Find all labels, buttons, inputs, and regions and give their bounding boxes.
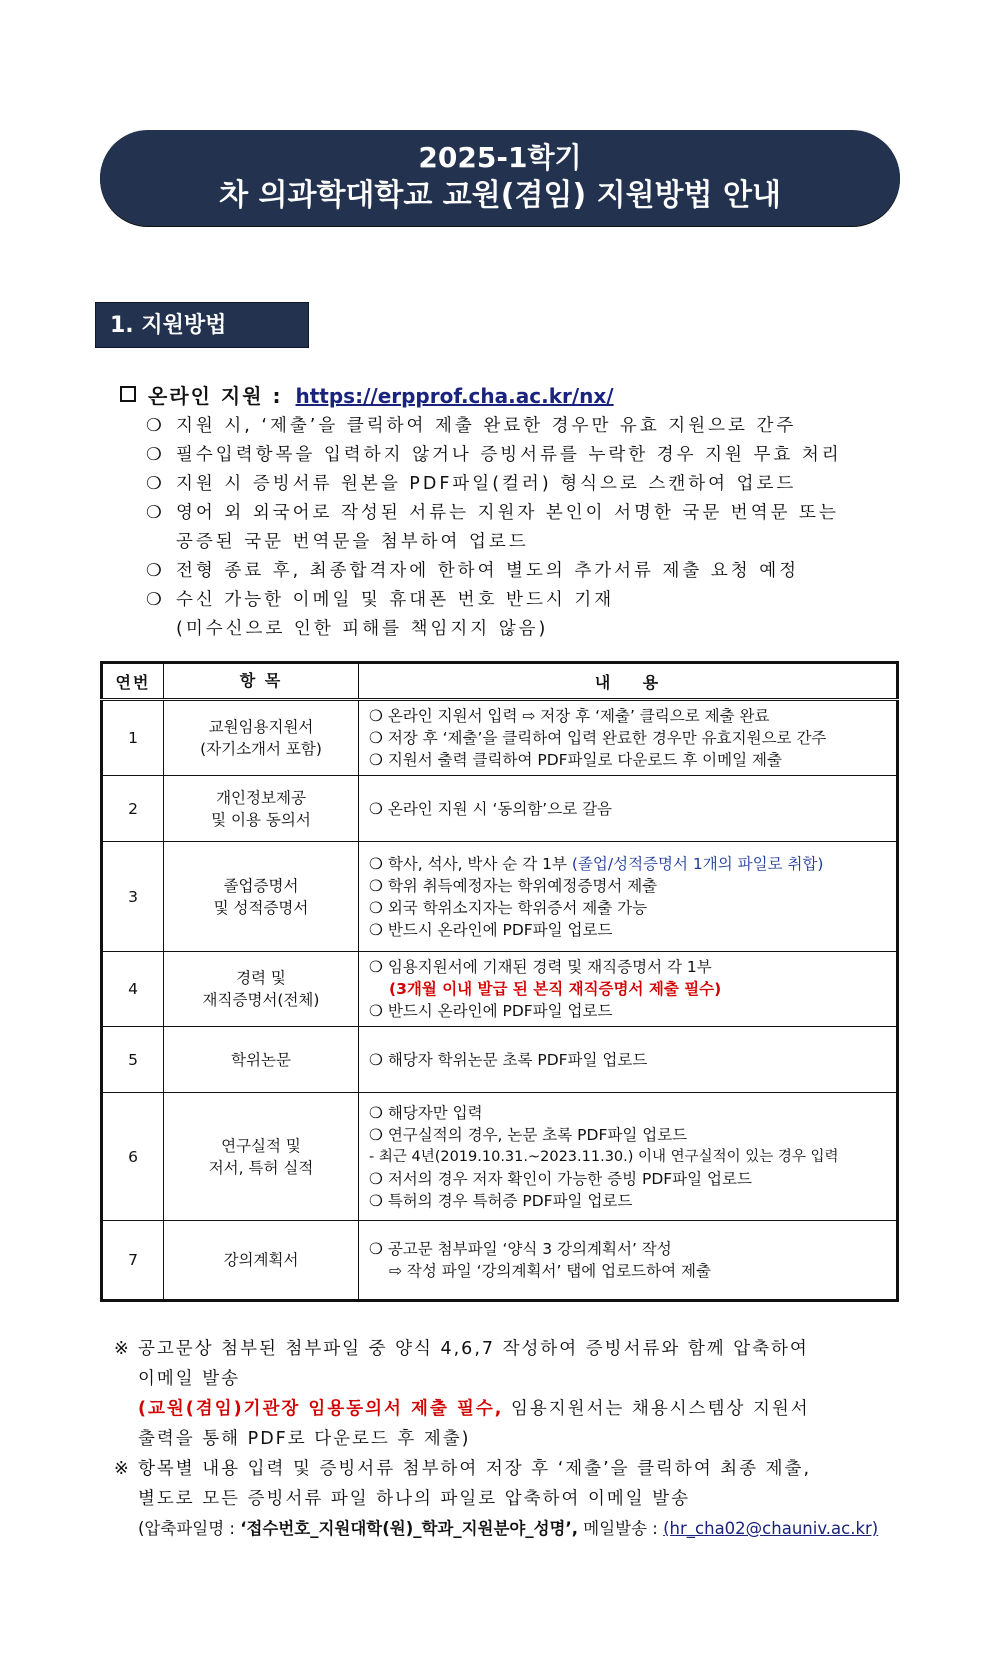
header-number: 연번: [102, 663, 164, 700]
row-item: 개인정보제공 및 이용 동의서: [164, 776, 359, 842]
table-row: [102, 952, 898, 1027]
circle-bullet-icon: ❍: [146, 445, 165, 465]
row-item: 학위논문: [164, 1027, 359, 1093]
title-line-2: 차 의과학대학교 교원(겸임) 지원방법 안내: [219, 178, 781, 213]
list-item-continuation: 공증된 국문 번역문을 첨부하여 업로드: [176, 532, 529, 552]
circle-bullet-icon: ❍: [146, 474, 165, 494]
row-number: 3: [102, 842, 164, 952]
section-heading: 1. 지원방법: [95, 302, 309, 348]
list-item: ❍ 전형 종료 후, 최종합격자에 한하여 별도의 추가서류 제출 요청 예정: [146, 557, 886, 586]
reference-mark-icon: ※: [114, 1339, 131, 1359]
row-item: 경력 및 재직증명서(전체): [164, 952, 359, 1027]
circle-bullet-icon: ❍: [146, 416, 165, 436]
header-content: 내 용: [359, 663, 898, 700]
requirements-table: [100, 661, 899, 1302]
list-item: ❍ 영어 외 외국어로 작성된 서류는 지원자 본인이 서명한 국문 번역문 또는: [146, 499, 886, 528]
note-2: ※ 항목별 내용 입력 및 증빙서류 첨부하여 저장 후 ‘제출’을 클릭하여 최종 제출,: [114, 1454, 914, 1484]
row-item: 강의계획서: [164, 1221, 359, 1301]
row-item: 교원임용지원서 (자기소개서 포함): [164, 700, 359, 776]
consent-required-note: (교원(겸임)기관장 임용동의서 제출 필수,: [138, 1399, 504, 1419]
title-line-1: 2025-1학기: [418, 141, 582, 174]
reference-mark-icon: ※: [114, 1459, 131, 1479]
title-banner: [100, 130, 900, 226]
table-row: [102, 1093, 898, 1221]
row-number: 6: [102, 1093, 164, 1221]
merge-note: (졸업/성적증명서 1개의 파일로 취합): [571, 854, 824, 873]
online-label: 온라인 지원 :: [148, 384, 283, 408]
table-row: [102, 776, 898, 842]
header-item: 항 목: [164, 663, 359, 700]
circle-bullet-icon: ❍: [146, 590, 165, 610]
table-row: [102, 842, 898, 952]
row-content: ❍ 공고문 첨부파일 ‘양식 3 강의계획서’ 작성 ⇨ 작성 파일 ‘강의계획서’ 탭에 업로드하여 제출: [359, 1221, 898, 1301]
apply-url-link[interactable]: https://erpprof.cha.ac.kr/nx/: [295, 384, 614, 408]
filename-format: ‘접수번호_지원대학(원)_학과_지원분야_성명’,: [240, 1519, 579, 1538]
table-row: [102, 1027, 898, 1093]
table-row: [102, 1221, 898, 1301]
row-content: ❍ 임용지원서에 기재된 경력 및 재직증명서 각 1부 (3개월 이내 발급 된 본직 재직증명서 제출 필수) ❍ 반드시 온라인에 PDF파일 업로드: [359, 952, 898, 1027]
row-number: 2: [102, 776, 164, 842]
required-note: (3개월 이내 발급 된 본직 재직증명서 제출 필수): [389, 980, 722, 998]
list-item: ❍ 필수입력항목을 입력하지 않거나 증빙서류를 누락한 경우 지원 무효 처리: [146, 441, 886, 470]
row-item: 졸업증명서 및 성적증명서: [164, 842, 359, 952]
note-1: ※ 공고문상 첨부된 첨부파일 중 양식 4,6,7 작성하여 증빙서류와 함께 압축하여: [114, 1334, 914, 1364]
row-content: ❍ 학사, 석사, 박사 순 각 1부 (졸업/성적증명서 1개의 파일로 취합) ❍ 학위 취득예정자는 학위예정증명서 제출 ❍ 외국 학위소지자는 학위증서 제출 가능 ❍ 반드시 온라인에 PDF파일 업로드: [359, 842, 898, 952]
row-content: ❍ 해당자 학위논문 초록 PDF파일 업로드: [359, 1027, 898, 1093]
list-item-continuation: (미수신으로 인한 피해를 책임지지 않음): [176, 619, 549, 639]
notes: ※ 공고문상 첨부된 첨부파일 중 양식 4,6,7 작성하여 증빙서류와 함께 압축하여 이메일 발송 (교원(겸임)기관장 임용동의서 제출 필수, 임용지원서는 채용시스템상 지원서 출력을 통해 PDF로 다운로드 후 제출) ※ 항목별 내용 입력 및 증빙서류 첨부하여 저장 후 ‘제출’을 클릭하여 최종 제출, 별도로 모든 증빙서류 파일 하나의 파일로 압축하여 이메일 발송 (압축파일명 : ‘접수번호_지원대학(원)_학과_지원분야_성명’, 메일발송 : (hr_cha02@chauniv.ac.kr): [114, 1334, 914, 1544]
checkbox-square-icon: [120, 386, 136, 402]
circle-bullet-icon: ❍: [146, 561, 165, 581]
row-number: 5: [102, 1027, 164, 1093]
row-content: ❍ 온라인 지원 시 ‘동의함’으로 갈음: [359, 776, 898, 842]
row-number: 1: [102, 700, 164, 776]
circle-bullet-icon: ❍: [146, 503, 165, 523]
row-content: ❍ 해당자만 입력 ❍ 연구실적의 경우, 논문 초록 PDF파일 업로드 - 최근 4년(2019.10.31.~2023.11.30.) 이내 연구실적이 있는 경우 입력 ❍ 저서의 경우 저자 확인이 가능한 증빙 PDF파일 업로드 ❍ 특허의 경우 특허증 PDF파일 업로드: [359, 1093, 898, 1221]
row-number: 7: [102, 1221, 164, 1301]
instruction-list: [146, 412, 886, 644]
list-item: ❍ 지원 시, ‘제출’을 클릭하여 제출 완료한 경우만 유효 지원으로 간주: [146, 412, 886, 441]
row-content: ❍ 온라인 지원서 입력 ⇨ 저장 후 ‘제출’ 클릭으로 제출 완료 ❍ 저장 후 ‘제출’을 클릭하여 입력 완료한 경우만 유효지원으로 간주 ❍ 지원서 출력 클릭하여 PDF파일로 다운로드 후 이메일 제출: [359, 700, 898, 776]
list-item: ❍ 지원 시 증빙서류 원본을 PDF파일(컬러) 형식으로 스캔하여 업로드: [146, 470, 886, 499]
row-item: 연구실적 및 저서, 특허 실적: [164, 1093, 359, 1221]
table-row: [102, 700, 898, 776]
online-apply: [120, 380, 614, 409]
table-header-row: [102, 663, 898, 700]
list-item: ❍ 수신 가능한 이메일 및 휴대폰 번호 반드시 기재: [146, 586, 886, 615]
row-number: 4: [102, 952, 164, 1027]
email-link[interactable]: (hr_cha02@chauniv.ac.kr): [663, 1519, 879, 1538]
